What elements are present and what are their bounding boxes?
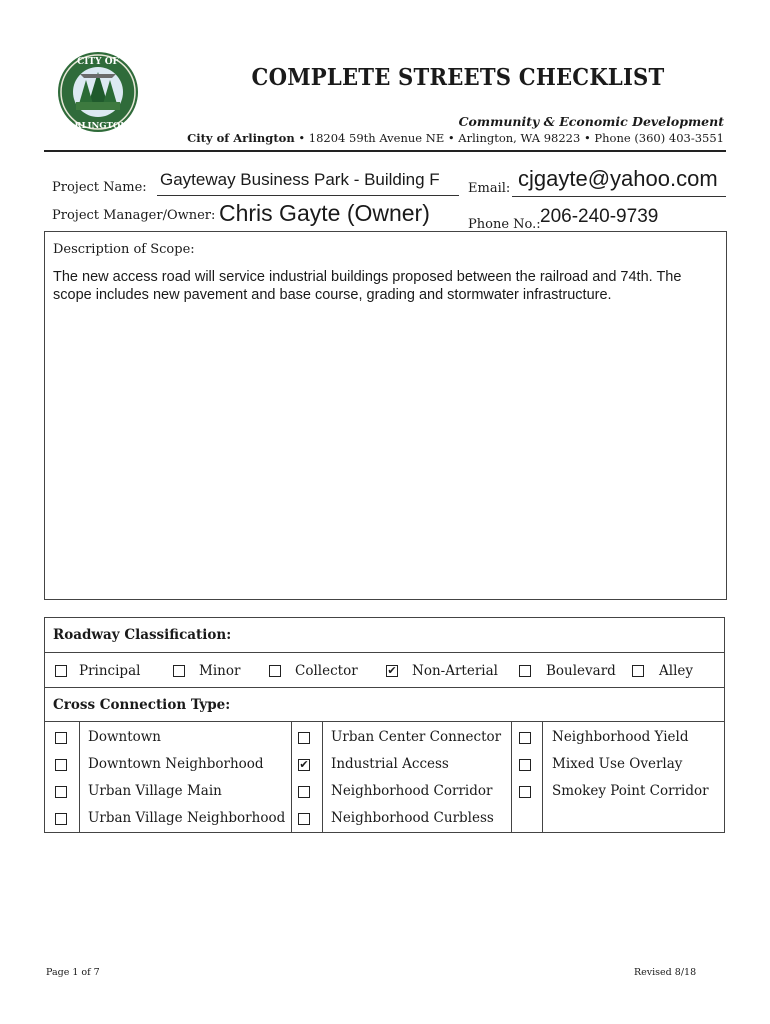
- checkbox-boulevard[interactable]: [519, 665, 531, 677]
- email-field[interactable]: cjgayte@yahoo.com: [518, 166, 718, 191]
- row-divider: [45, 687, 724, 688]
- email-label: Email:: [468, 181, 511, 196]
- option-industrial-access: Industrial Access: [331, 756, 449, 772]
- roadway-classification-title: Roadway Classification:: [53, 627, 232, 643]
- option-downtown: Downtown: [88, 729, 162, 745]
- svg-text:CITY OF: CITY OF: [77, 57, 119, 67]
- col-divider: [511, 721, 512, 832]
- checkbox-neighborhood-yield[interactable]: [519, 732, 531, 744]
- checkbox-urban-village-neighborhood[interactable]: [55, 813, 67, 825]
- scope-text[interactable]: The new access road will service industrial buildings proposed between the railroad and 74th. The scope includes new pavement and base course, grading and stormwater infrastructure.: [53, 269, 682, 303]
- option-boulevard: Boulevard: [546, 663, 616, 679]
- col-divider: [322, 721, 323, 832]
- email-underline: [512, 196, 726, 197]
- classification-table: [44, 617, 725, 833]
- col-divider: [291, 721, 292, 832]
- scope-label: Description of Scope:: [53, 242, 195, 257]
- project-name-label: Project Name:: [52, 180, 147, 195]
- option-neighborhood-curbless: Neighborhood Curbless: [331, 810, 494, 826]
- phone-field[interactable]: 206-240-9739: [540, 206, 659, 227]
- address-city: City of Arlington: [187, 131, 295, 145]
- revision-date: Revised 8/18: [634, 967, 697, 978]
- page-title: COMPLETE STREETS CHECKLIST: [251, 64, 665, 91]
- option-mixed-use-overlay: Mixed Use Overlay: [552, 756, 683, 772]
- checkbox-neighborhood-corridor[interactable]: [298, 786, 310, 798]
- option-collector: Collector: [295, 663, 358, 679]
- city-seal-logo: [56, 50, 140, 134]
- address-line: [187, 131, 724, 145]
- manager-label: Project Manager/Owner:: [52, 208, 216, 223]
- option-neighborhood-corridor: Neighborhood Corridor: [331, 783, 493, 799]
- manager-field[interactable]: Chris Gayte (Owner): [219, 200, 430, 226]
- phone-label: Phone No.:: [468, 217, 541, 232]
- option-non-arterial: Non-Arterial: [412, 663, 498, 679]
- cross-connection-title: Cross Connection Type:: [53, 697, 231, 713]
- scope-box[interactable]: [44, 231, 727, 600]
- department-name: Community & Economic Development: [458, 114, 724, 129]
- project-name-underline: [157, 195, 459, 196]
- address-details: • 18204 59th Avenue NE • Arlington, WA 98223 • Phone (360) 403-3551: [294, 131, 724, 145]
- header-divider: [44, 150, 726, 152]
- option-neighborhood-yield: Neighborhood Yield: [552, 729, 689, 745]
- option-urban-village-main: Urban Village Main: [88, 783, 222, 799]
- checkbox-urban-village-main[interactable]: [55, 786, 67, 798]
- checkbox-principal[interactable]: [55, 665, 67, 677]
- checkbox-downtown[interactable]: [55, 732, 67, 744]
- checkbox-collector[interactable]: [269, 665, 281, 677]
- checkbox-non-arterial[interactable]: ✔: [387, 664, 397, 677]
- checkbox-mixed-use-overlay[interactable]: [519, 759, 531, 771]
- row-divider: [45, 721, 724, 722]
- checkbox-downtown-neighborhood[interactable]: [55, 759, 67, 771]
- option-alley: Alley: [659, 663, 694, 679]
- col-divider: [79, 721, 80, 832]
- option-urban-center-connector: Urban Center Connector: [331, 729, 502, 745]
- checkbox-urban-center-connector[interactable]: [298, 732, 310, 744]
- checkbox-minor[interactable]: [173, 665, 185, 677]
- option-downtown-neighborhood: Downtown Neighborhood: [88, 756, 264, 772]
- checkbox-neighborhood-curbless[interactable]: [298, 813, 310, 825]
- col-divider: [542, 721, 543, 832]
- page-number: Page 1 of 7: [46, 967, 100, 978]
- option-smokey-point-corridor: Smokey Point Corridor: [552, 783, 709, 799]
- project-name-field[interactable]: Gayteway Business Park - Building F: [160, 170, 440, 189]
- svg-text:ARLINGTON: ARLINGTON: [67, 121, 129, 131]
- option-principal: Principal: [79, 663, 141, 679]
- checkbox-industrial-access[interactable]: ✔: [299, 758, 309, 771]
- option-urban-village-neighborhood: Urban Village Neighborhood: [88, 810, 286, 826]
- checkbox-smokey-point-corridor[interactable]: [519, 786, 531, 798]
- row-divider: [45, 652, 724, 653]
- checkbox-alley[interactable]: [632, 665, 644, 677]
- option-minor: Minor: [199, 663, 241, 679]
